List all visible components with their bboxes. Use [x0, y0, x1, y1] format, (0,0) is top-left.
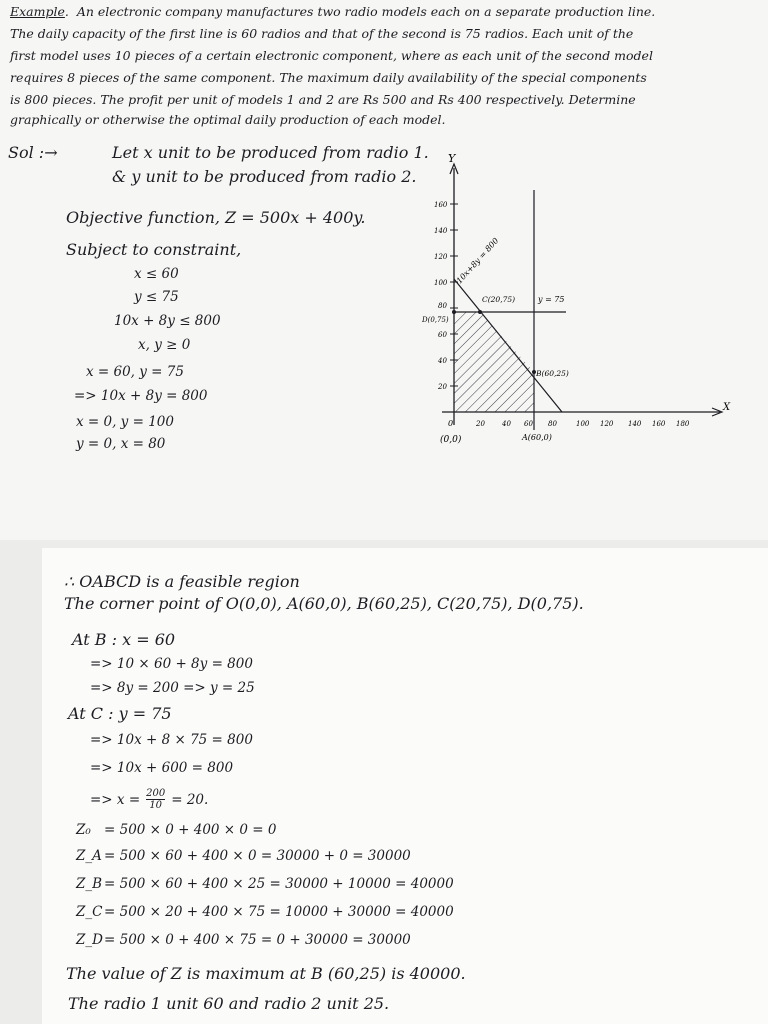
y-tick-140: 140 [434, 227, 448, 235]
z0-expr: = 500 × 0 + 400 × 0 = 0 [104, 822, 277, 838]
problem-line-1: Example. An electronic company manufactures two radio models each on a separate production line. [10, 4, 656, 19]
notebook-page-bottom [42, 548, 768, 1024]
problem-line-6: graphically or otherwise the optimal daily production of each model. [10, 112, 446, 127]
za-expr: = 500 × 60 + 400 × 0 = 30000 + 0 = 30000 [104, 848, 411, 864]
constraint-x: x ≤ 60 [134, 266, 179, 282]
x-tick-20: 20 [476, 420, 485, 428]
objective-function: Objective function, Z = 500x + 400y. [66, 208, 366, 227]
origin-label: (0,0) [440, 435, 462, 445]
example-heading: Example [10, 4, 65, 19]
z0-label: Z₀ [76, 822, 91, 838]
c-fraction-numerator: 200 [146, 788, 166, 799]
c-step-2: => 10x + 600 = 800 [90, 760, 234, 776]
zc-label: Z_C [76, 904, 103, 920]
at-b-heading: At B : x = 60 [72, 630, 176, 649]
point-c-dot [478, 310, 482, 314]
y-axis-label: Y [448, 152, 456, 165]
point-a-label: A(60,0) [522, 433, 552, 442]
problem-line-3: first model uses 10 pieces of a certain electronic component, where as each unit of the second model [10, 48, 653, 63]
y-tick-80: 80 [438, 302, 447, 310]
point-b-label: B(60,25) [536, 369, 569, 378]
c-step-3 [90, 788, 208, 811]
y-tick-60: 60 [438, 331, 447, 339]
origin-zero: 0 [448, 419, 454, 428]
subject-to-heading: Subject to constraint, [66, 240, 242, 259]
c-step-3-right: = 20. [171, 791, 209, 808]
work-line-3: x = 0, y = 100 [76, 414, 174, 430]
problem-line-5: is 800 pieces. The profit per unit of models 1 and 2 are Rs 500 and Rs 400 respectively. Determine [10, 92, 636, 107]
point-d-dot [452, 310, 456, 314]
x-tick-100: 100 [576, 420, 590, 428]
let-x-line: Let x unit to be produced from radio 1. [112, 143, 429, 162]
x-tick-180: 180 [676, 420, 690, 428]
point-c-label: C(20,75) [482, 295, 516, 304]
zb-expr: = 500 × 60 + 400 × 25 = 30000 + 10000 = 40000 [104, 876, 454, 892]
at-c-heading: At C : y = 75 [68, 704, 172, 723]
x-axis-label: X [723, 402, 731, 413]
let-y-line: & y unit to be produced from radio 2. [112, 167, 417, 186]
conclusion-max: The value of Z is maximum at B (60,25) is 40000. [66, 964, 466, 983]
y-tick-160: 160 [434, 201, 448, 209]
y-tick-20: 20 [438, 383, 447, 391]
x-tick-60: 60 [524, 420, 533, 428]
y-75-label: y = 75 [538, 295, 565, 304]
y-tick-120: 120 [434, 253, 448, 261]
point-d-label: D(0,75) [422, 316, 449, 324]
x-tick-40: 40 [502, 420, 511, 428]
x-tick-140: 140 [628, 420, 642, 428]
corner-points-statement: The corner point of O(0,0), A(60,0), B(60,25), C(20,75), D(0,75). [64, 594, 584, 613]
zd-label: Z_D [76, 932, 103, 948]
material-line-label: 10x+8y = 800 [454, 236, 501, 286]
y-tick-100: 100 [434, 279, 448, 287]
b-step-2: => 8y = 200 => y = 25 [90, 680, 255, 696]
lpp-graph [420, 150, 740, 450]
b-step-1: => 10 × 60 + 8y = 800 [90, 656, 253, 672]
zb-label: Z_B [76, 876, 103, 892]
za-label: Z_A [76, 848, 102, 864]
work-line-4: y = 0, x = 80 [76, 436, 166, 452]
zc-expr: = 500 × 20 + 400 × 75 = 10000 + 30000 = 40000 [104, 904, 454, 920]
c-fraction [146, 788, 165, 811]
problem-line-2: The daily capacity of the first line is 60 radios and that of the second is 75 radios. Each unit of the [10, 26, 634, 41]
feasible-region-statement: ∴ OABCD is a feasible region [64, 572, 300, 591]
x-tick-120: 120 [600, 420, 614, 428]
solution-label: Sol :→ [8, 143, 58, 162]
work-line-1: x = 60, y = 75 [86, 364, 184, 380]
c-step-1: => 10x + 8 × 75 = 800 [90, 732, 253, 748]
constraint-y: y ≤ 75 [134, 289, 179, 305]
c-fraction-denominator: 10 [149, 800, 163, 811]
zd-expr: = 500 × 0 + 400 × 75 = 0 + 30000 = 30000 [104, 932, 411, 948]
work-line-2: => 10x + 8y = 800 [74, 388, 208, 404]
x-tick-160: 160 [652, 420, 666, 428]
y-tick-40: 40 [438, 357, 447, 365]
c-step-3-left: => x = [90, 791, 141, 808]
conclusion-units: The radio 1 unit 60 and radio 2 unit 25. [68, 994, 390, 1013]
problem-line-4: requires 8 pieces of the same component. The maximum daily availability of the special components [10, 70, 647, 85]
x-tick-80: 80 [548, 420, 557, 428]
constraint-material: 10x + 8y ≤ 800 [114, 313, 221, 329]
constraint-nonneg: x, y ≥ 0 [138, 337, 191, 353]
